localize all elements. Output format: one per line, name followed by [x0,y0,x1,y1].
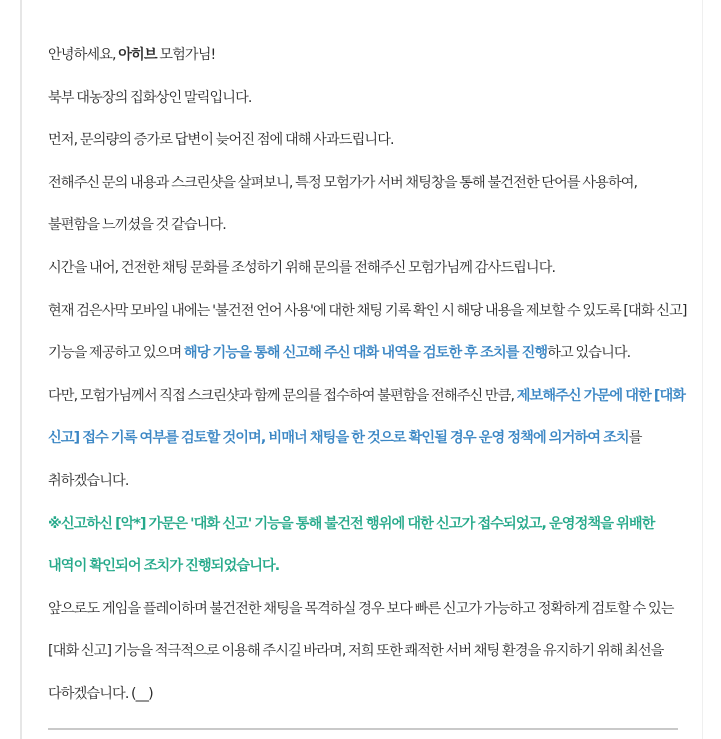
feature-text-end: 하고 있습니다. [547,345,631,362]
feature-paragraph [48,290,688,375]
closing-paragraph: 앞으로도 게임을 플레이하며 불건전한 채팅을 목격하실 경우 보다 빠른 신고가 가능하고 정확하게 검토할 수 있는 [대화 신고] 기능을 적극적으로 이용해 주시길 바라며, 저희 또한 쾌적한 서버 채팅 환경을 유지하기 위해 최선을 다하겠습니다. (__) [48,600,674,702]
policy-text-end: 를 취하겠습니다. [48,430,642,489]
feature-highlight: 해당 기능을 통해 신고해 주신 대화 내역을 검토한 후 조치를 진행 [183,345,548,362]
greeting-prefix: 안녕하세요, [48,47,119,63]
bottom-divider [48,728,678,730]
feature-text-start: 현재 검은사막 모바일 내에는 '불건전 언어 사용'에 대한 채팅 기록 확인 시 해당 내용을 제보할 수 있도록 [대화 신고] 기능을 제공하고 있으며 [48,302,687,362]
greeting-suffix: 모험가님! [156,47,216,63]
support-reply-letter [48,34,688,716]
policy-highlight: 제보해주신 가문에 대한 [대화 신고] 접수 기록 여부를 검토할 것이며, 비매너 채팅을 한 것으로 확인될 경우 운영 정책에 의거하여 조치 [48,387,686,447]
policy-text-start: 다만, 모험가님께서 직접 스크린샷과 함께 문의를 접수하여 불편함을 전해주신 만큼, [48,387,517,404]
greeting-line [48,34,688,77]
left-frame-border [20,0,22,739]
action-notice: ※신고하신 [악*] 가문은 '대화 신고' 기능을 통해 불건전 행위에 대한 신고가 접수되었고, 운영정책을 위배한 내역이 확인되어 조치가 진행되었습니다. [48,515,655,575]
intro-line: 북부 대농장의 집화상인 말릭입니다. [48,89,252,106]
review-paragraph: 전해주신 문의 내용과 스크린샷을 살펴보니, 특정 모험가가 서버 채팅창을 통해 불건전한 단어를 사용하여, 불편함을 느끼셨을 것 같습니다. [48,174,638,234]
policy-paragraph [48,375,688,503]
adventurer-name: 아히브 [118,47,157,63]
right-frame-border [702,0,703,739]
thanks-line: 시간을 내어, 건전한 채팅 문화를 조성하기 위해 문의를 전해주신 모험가님께 감사드립니다. [48,259,556,276]
apology-line: 먼저, 문의량의 증가로 답변이 늦어진 점에 대해 사과드립니다. [48,132,394,149]
